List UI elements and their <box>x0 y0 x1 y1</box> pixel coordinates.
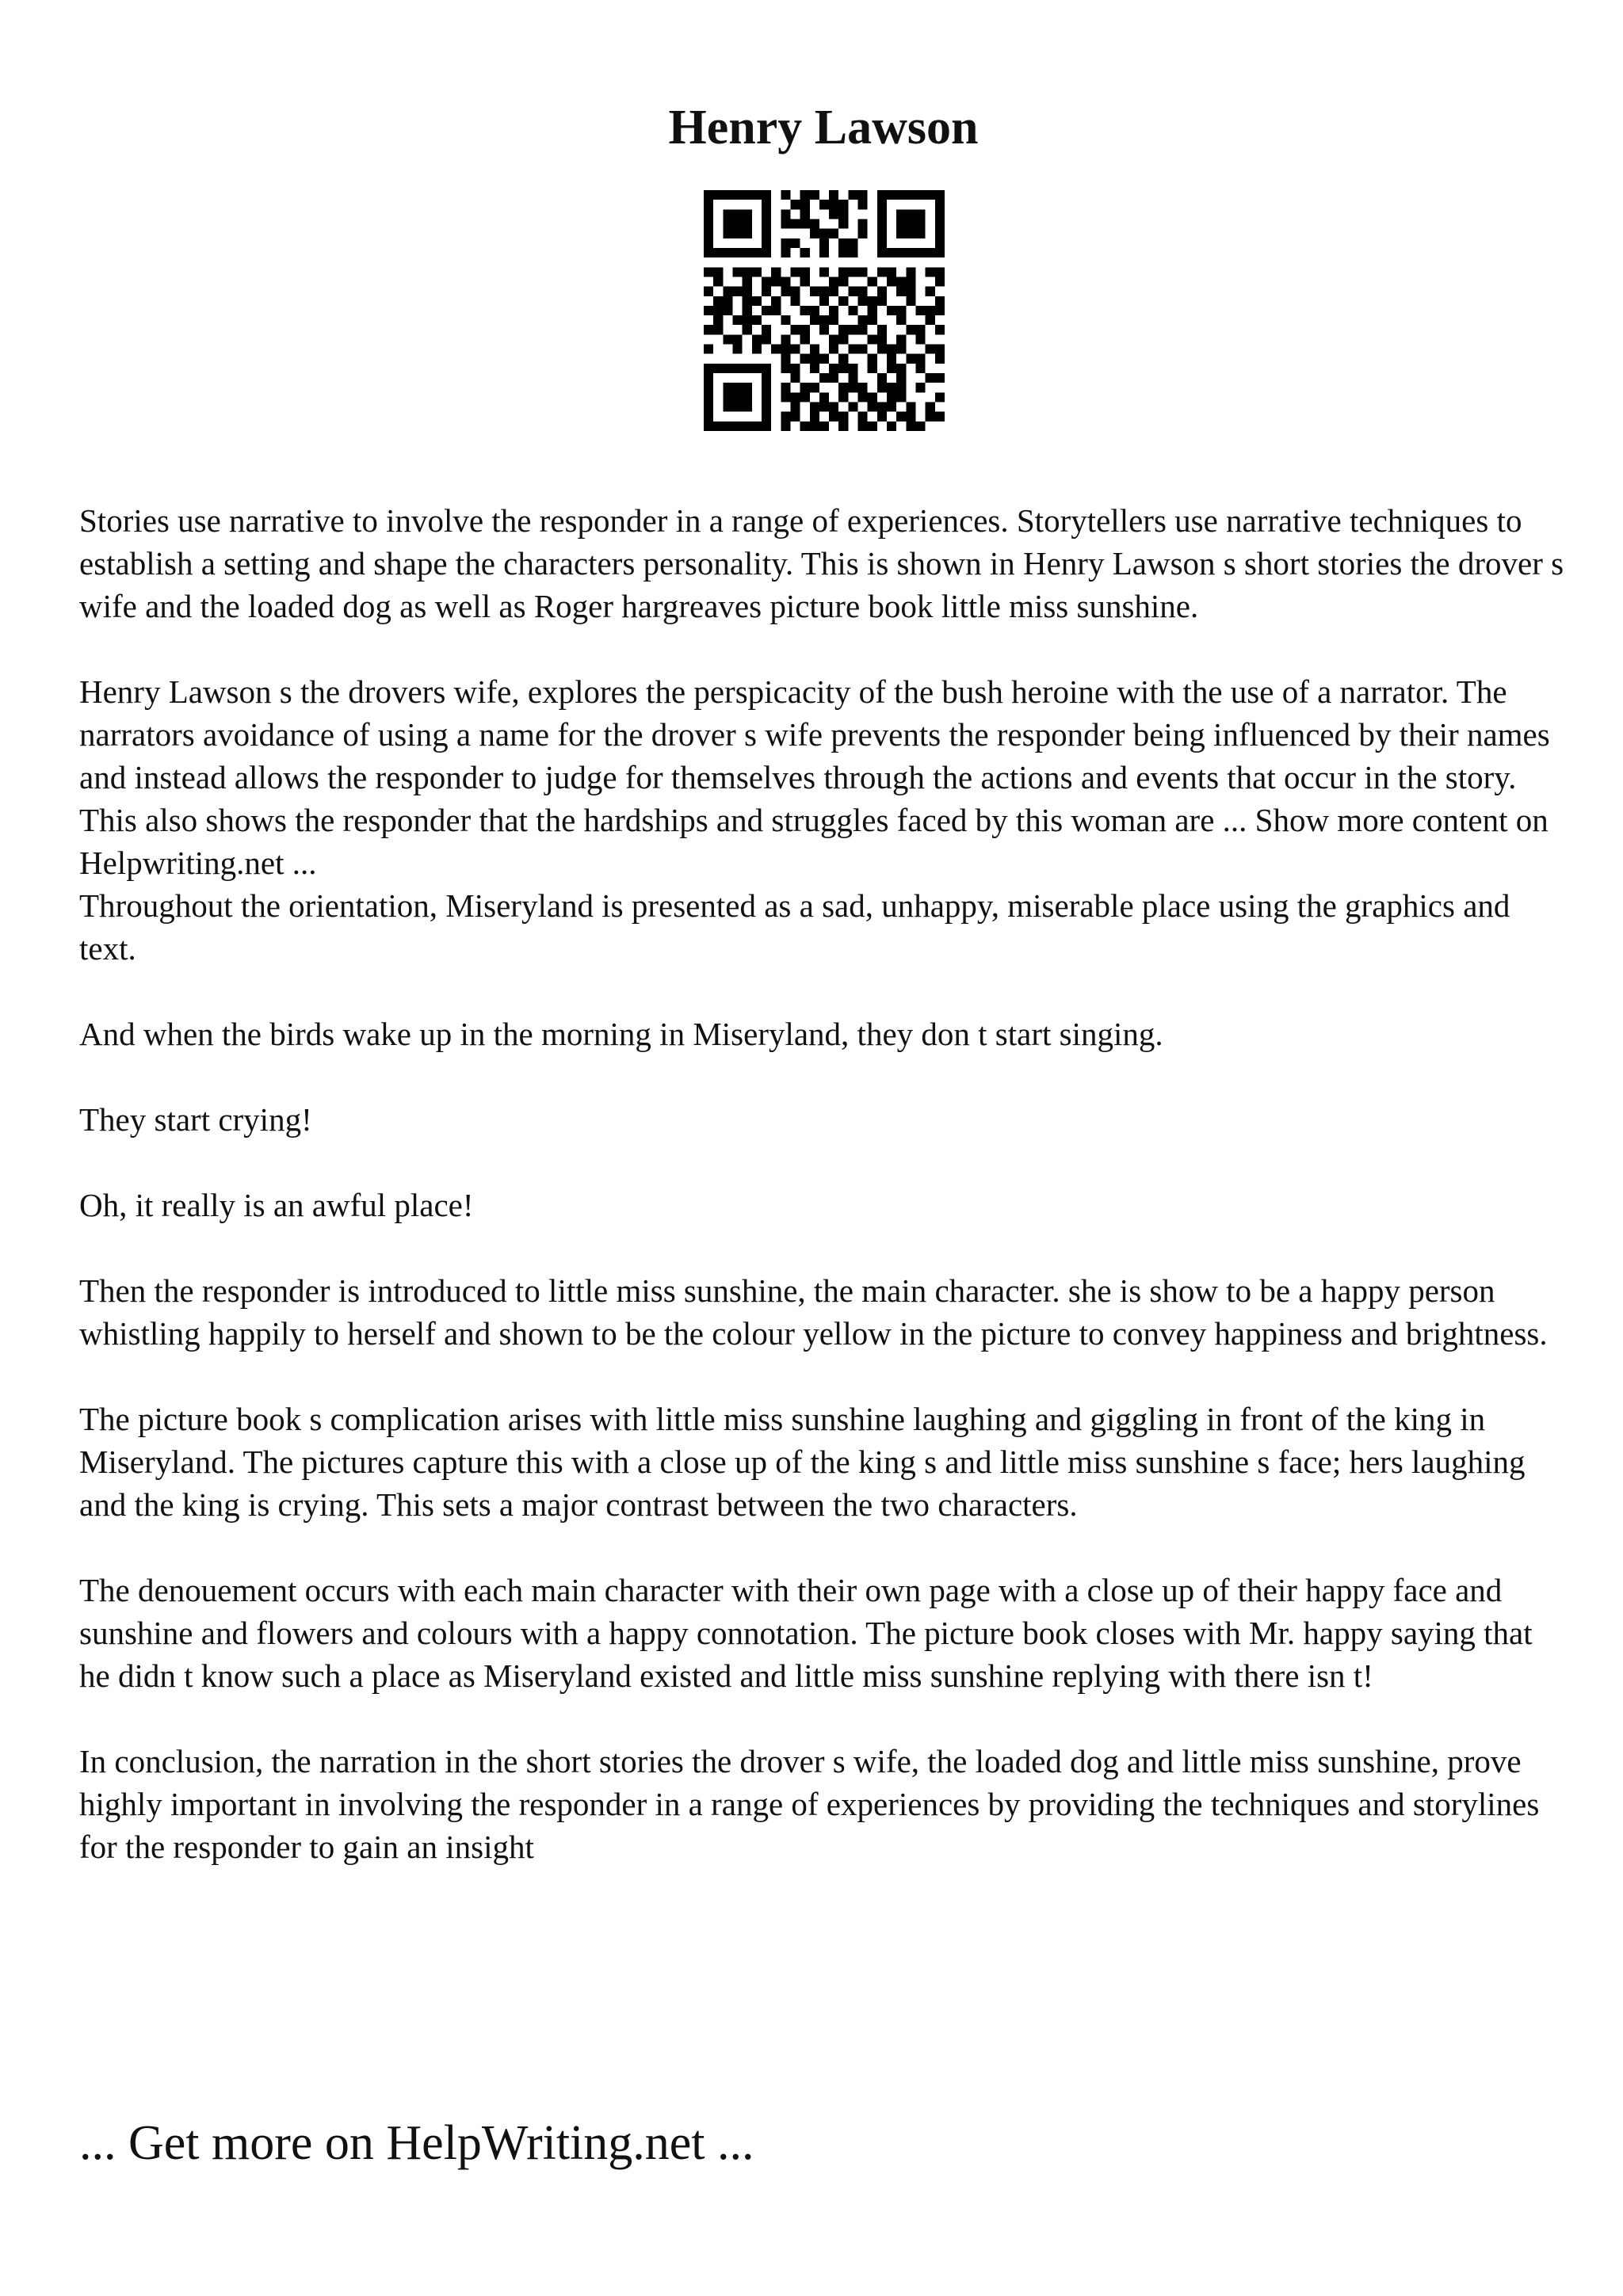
paragraph-spacer <box>79 970 1569 1013</box>
paragraph: And when the birds wake up in the morning in Miseryland, they don t start singing. <box>79 1016 1163 1052</box>
essay-body <box>79 499 1569 1868</box>
paragraph: Henry Lawson s the drovers wife, explores the perspicacity of the bush heroine with the use of a narrator. The narrators avoidance of using a name for the drover s wife prevents the responder being influenced by their names and instead allows the responder to judge for themselves through the actions and events that occur in the story. This also shows the responder that the hardships and struggles faced by this woman are ... Show more content on Helpwriting.net ... <box>79 673 1550 881</box>
paragraph: Throughout the orientation, Miseryland is presented as a sad, unhappy, miserable place using the graphics and text. <box>79 887 1510 967</box>
paragraph-spacer <box>79 1697 1569 1740</box>
paragraph-spacer <box>79 1141 1569 1184</box>
paragraph: Stories use narrative to involve the responder in a range of experiences. Storytellers use narrative techniques to establish a setting and shape the characters personality. This is shown in Henry Lawson s short stories the drover s wife and the loaded dog as well as Roger hargreaves picture book little miss sunshine. <box>79 502 1564 624</box>
paragraph: The denouement occurs with each main character with their own page with a close up of their happy face and sunshine and flowers and colours with a happy connotation. The picture book closes with Mr. happy saying that he didn t know such a place as Miseryland existed and little miss sunshine replying with there isn t! <box>79 1572 1533 1694</box>
paragraph-spacer <box>79 1226 1569 1269</box>
paragraph: Oh, it really is an awful place! <box>79 1187 474 1223</box>
paragraph: Then the responder is introduced to little miss sunshine, the main character. she is show to be a happy person whistling happily to herself and shown to be the colour yellow in the picture to convey happiness and brightness. <box>79 1272 1548 1352</box>
paragraph-spacer <box>79 627 1569 670</box>
document-title: Henry Lawson <box>668 101 979 154</box>
paragraph: The picture book s complication arises with little miss sunshine laughing and giggling in front of the king in Miseryland. The pictures capture this with a close up of the king s and little miss sunshine s face; hers laughing and the king is crying. This sets a major contrast between the two characters. <box>79 1401 1526 1523</box>
paragraph-spacer <box>79 1526 1569 1569</box>
paragraph: They start crying! <box>79 1101 312 1138</box>
paragraph-spacer <box>79 1055 1569 1098</box>
helpwriting-link[interactable]: ... Get more on HelpWriting.net ... <box>79 2116 754 2170</box>
paragraph: In conclusion, the narration in the short stories the drover s wife, the loaded dog and little miss sunshine, prove highly important in involving the responder in a range of experiences by providing the techniques and storylines for the responder to gain an insight <box>79 1743 1540 1865</box>
paragraph-spacer <box>79 1355 1569 1398</box>
qr-code <box>704 190 945 431</box>
qr-code-graphic <box>704 190 945 431</box>
